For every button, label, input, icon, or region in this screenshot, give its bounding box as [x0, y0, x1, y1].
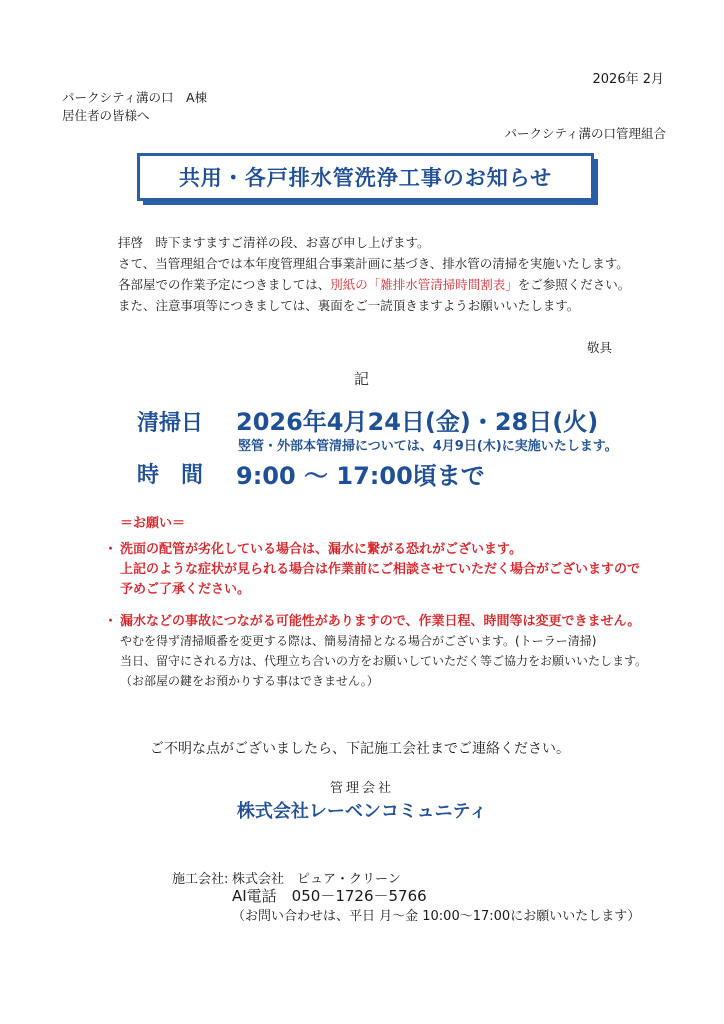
request-2-note-2: 当日、留守にされる方は、代理立ち合いの方をお願いしていただく等ご協力をお願いいたします。	[120, 654, 648, 668]
body-line-3	[118, 275, 630, 293]
time-value: 9:00 ～ 17:00頃まで	[236, 462, 485, 490]
request-1-line-3: 予めご了承ください。	[120, 582, 251, 597]
contact-instruction: ご不明な点がございましたら、下記施工会社までご連絡ください。	[150, 741, 570, 757]
recipient-residents: 居住者の皆様へ	[62, 108, 150, 123]
request-2-note-1: やむを得ず清掃順番を変更する際は、簡易清掃となる場合がございます。(トーラー清掃)	[120, 634, 597, 648]
main-pipe-note: 竪管・外部本管清掃については、4月9日(木)に実施いたします。	[238, 439, 618, 454]
recipient-building: パークシティ溝の口 A棟	[62, 90, 208, 105]
request-2-line-1: 漏水などの事故につながる可能性がありますので、作業日程、時間等は変更できません。	[120, 614, 641, 629]
time-label: 時 間	[137, 463, 204, 488]
management-label: 管理会社	[329, 781, 394, 796]
sender-association: パークシティ溝の口管理組合	[504, 126, 666, 141]
notice-title: 共用・各戸排水管洗浄工事のお知らせ	[178, 166, 553, 190]
body-line-2: さて、当管理組合では本年度管理組合事業計画に基づき、排水管の清掃を実施いたします。	[118, 256, 629, 271]
contractor-label: 施工会社:	[172, 872, 229, 887]
title-box	[137, 153, 594, 201]
contractor-name: 株式会社 ピュア・クリーン	[232, 872, 401, 887]
request-1-line-2: 上記のような症状が見られる場合は作業前にご相談させていただく場合がございますので	[120, 562, 641, 577]
request-1-line-1: 洗面の配管が劣化している場合は、漏水に繋がる恐れがございます。	[120, 542, 522, 557]
bullet-dot: ・	[104, 614, 118, 629]
ki-heading: 記	[354, 370, 370, 388]
management-company: 株式会社レーベンコミュニティ	[236, 801, 488, 822]
body-line-4: また、注意事項等につきましては、裏面をご一読頂きますようお願いいたします。	[118, 298, 580, 313]
cleaning-date-value: 2026年4月24日(金)・28日(火)	[236, 408, 599, 436]
body-line-3-pre: 各部屋での作業予定につきましては、	[118, 277, 331, 292]
request-2-note-3: （お部屋の鍵をお預かりする事はできません。）	[120, 674, 379, 688]
closing-keigu: 敬具	[586, 340, 612, 355]
body-line-3-post: をご参照ください。	[517, 277, 631, 292]
inquiry-hours: （お問い合わせは、平日 月～金 10:00～17:00にお願いいたします）	[232, 909, 641, 924]
greeting-line: 拝啓 時下ますますご清祥の段、お喜び申し上げます。	[118, 235, 430, 250]
bullet-dot: ・	[104, 542, 118, 557]
contractor-phone: AI電話 050－1726－5766	[232, 887, 427, 905]
cleaning-date-label: 清掃日	[137, 411, 204, 436]
timetable-reference: 別紙の「雑排水管清掃時間割表」	[330, 277, 518, 292]
notice-date: 2026年 2月	[592, 72, 664, 87]
requests-heading: ＝お願い＝	[120, 516, 186, 531]
